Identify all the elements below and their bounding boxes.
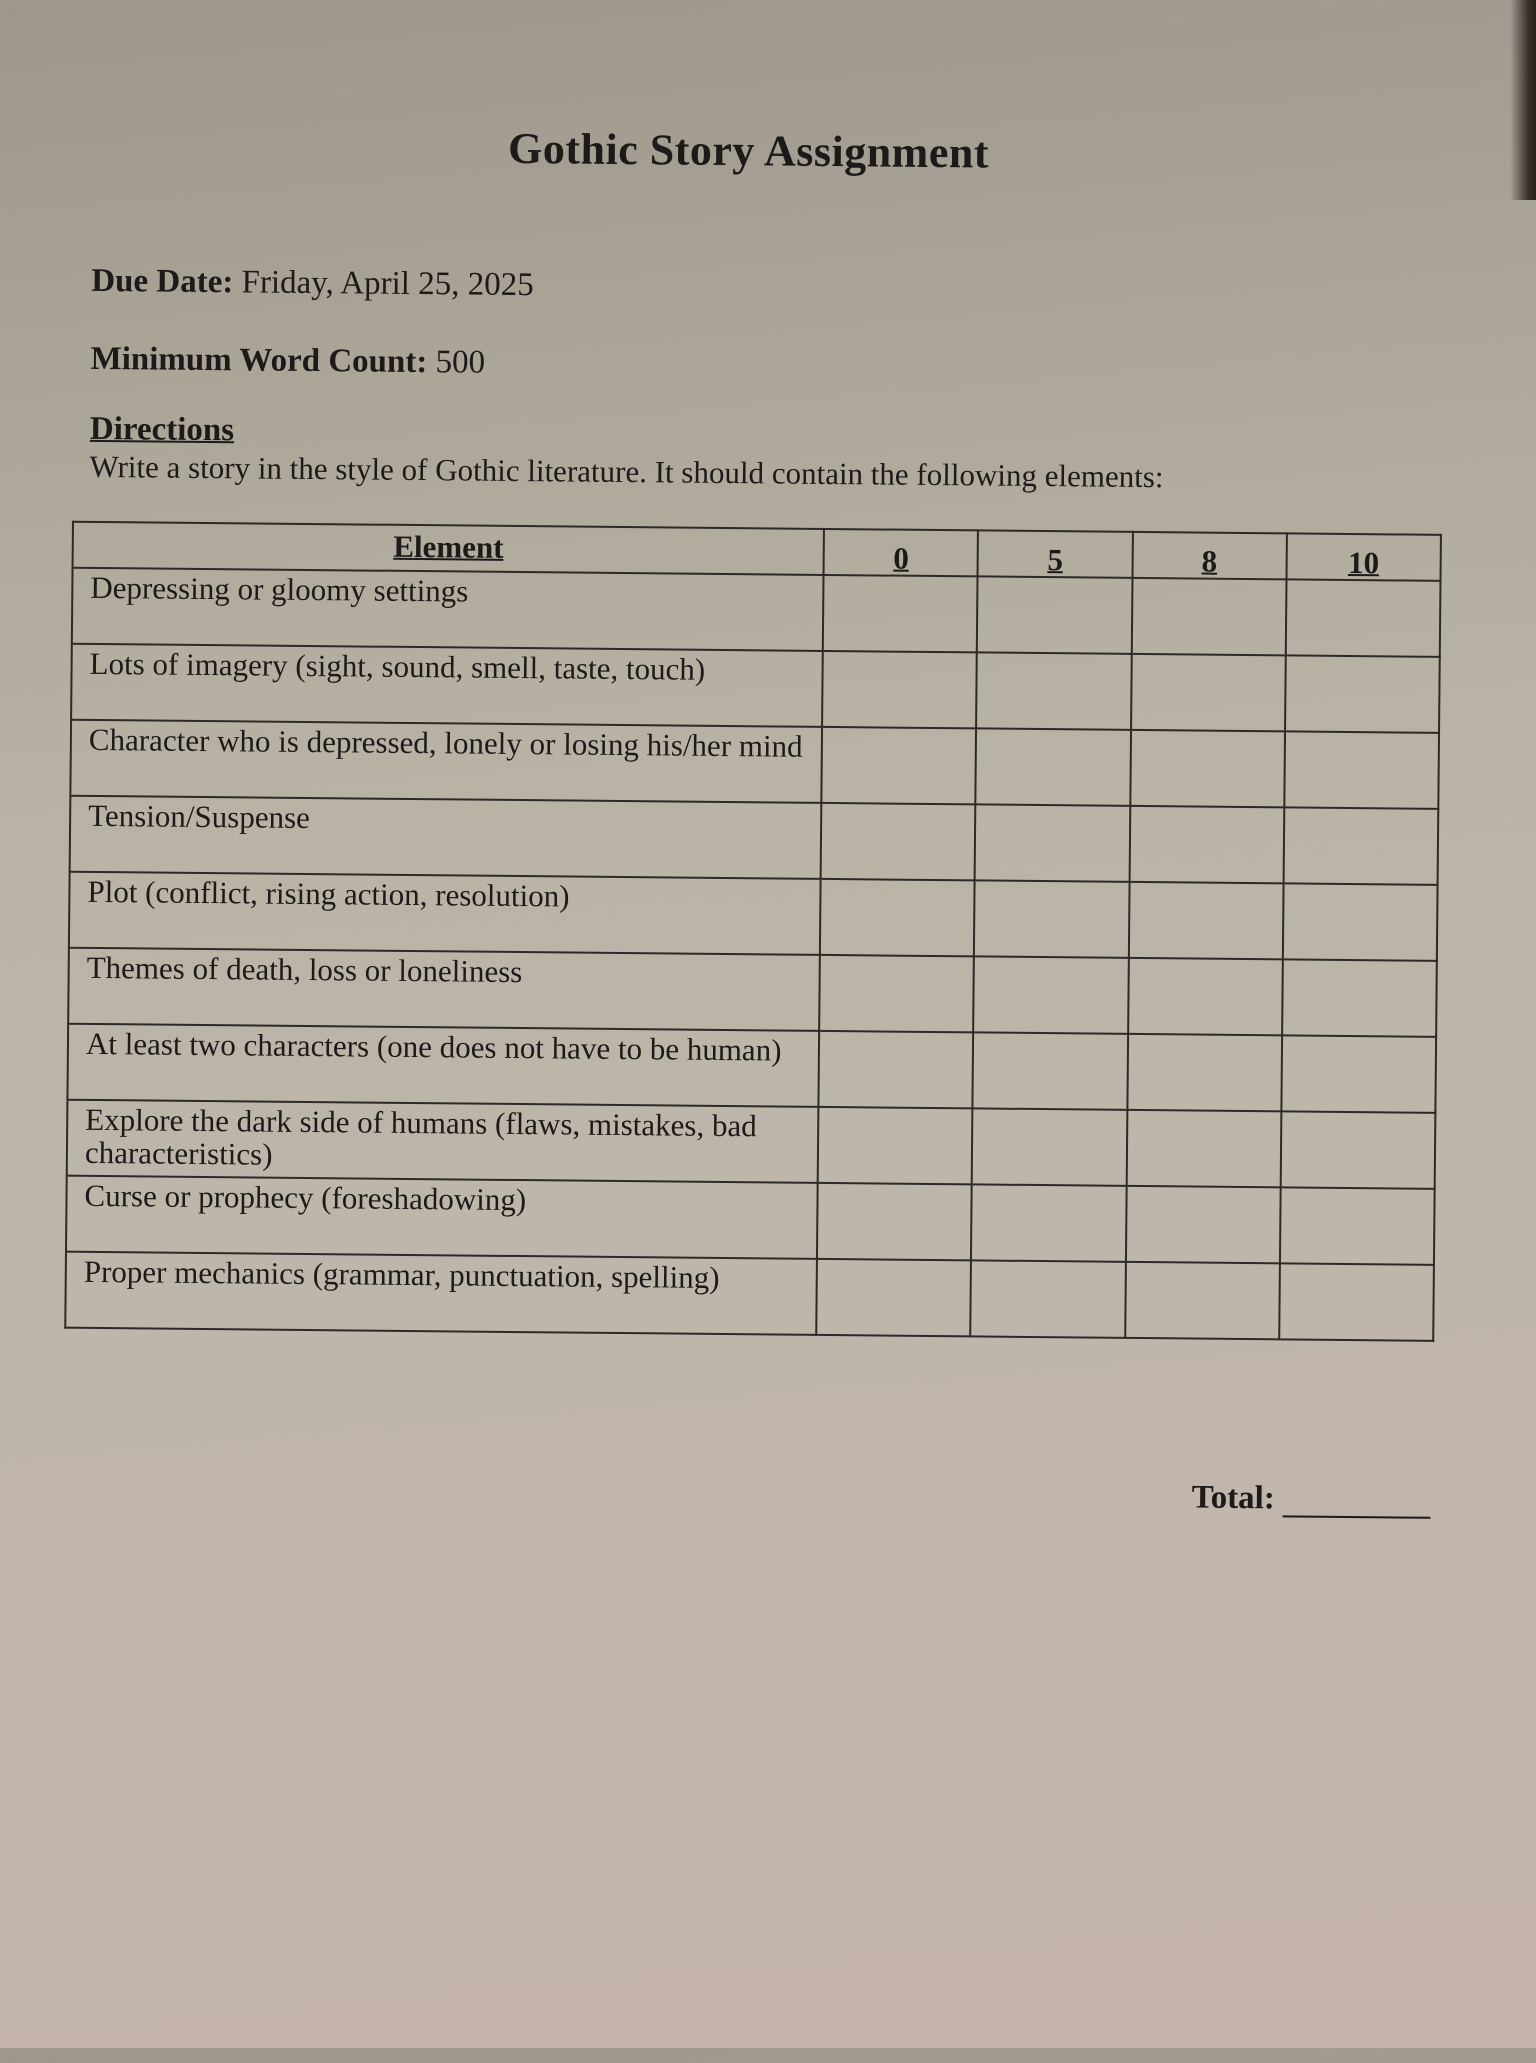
score-cell-10 — [1280, 1187, 1435, 1264]
total-line — [1191, 1480, 1430, 1519]
row-element-label: Themes of death, loss or loneliness — [68, 948, 820, 1031]
word-count-line — [90, 341, 485, 382]
score-cell-10 — [1283, 807, 1438, 884]
score-cell-0 — [821, 803, 976, 880]
score-cell-10 — [1279, 1263, 1434, 1340]
score-cell-8 — [1126, 1110, 1281, 1187]
score-cell-0 — [822, 727, 977, 804]
rubric-table — [64, 521, 1442, 1342]
score-cell-0 — [817, 1183, 972, 1260]
score-cell-8 — [1127, 1034, 1282, 1111]
due-date-value: Friday, April 25, 2025 — [241, 264, 534, 304]
score-cell-5 — [977, 576, 1132, 653]
score-cell-5 — [976, 728, 1131, 805]
table-row — [70, 796, 1439, 885]
table-row — [67, 1024, 1436, 1113]
score-cell-10 — [1281, 1035, 1436, 1112]
score-cell-8 — [1128, 958, 1283, 1035]
score-cell-5 — [977, 652, 1132, 729]
score-cell-8 — [1131, 578, 1286, 655]
row-element-label: Plot (conflict, rising action, resolution) — [69, 872, 821, 955]
row-element-label: Curse or prophecy (foreshadowing) — [66, 1176, 818, 1259]
score-cell-0 — [817, 1259, 972, 1336]
table-row — [71, 644, 1440, 733]
score-cell-8 — [1125, 1262, 1280, 1339]
score-cell-10 — [1282, 959, 1437, 1036]
word-count-value: 500 — [435, 344, 486, 381]
score-cell-5 — [971, 1260, 1126, 1337]
header-element: Element — [73, 522, 825, 575]
score-cell-5 — [974, 880, 1129, 957]
score-cell-0 — [819, 1031, 974, 1108]
score-cell-8 — [1129, 806, 1284, 883]
score-cell-5 — [975, 804, 1130, 881]
score-cell-10 — [1283, 883, 1438, 960]
total-label: Total: — [1191, 1479, 1275, 1517]
score-cell-0 — [818, 1107, 973, 1184]
directions-text: Write a story in the style of Gothic literature. It should contain the following elements: — [89, 448, 1164, 495]
score-cell-10 — [1285, 655, 1440, 732]
header-score-5: 5 — [978, 530, 1133, 577]
row-element-label: Depressing or gloomy settings — [72, 568, 824, 651]
table-row — [67, 1100, 1436, 1189]
score-cell-8 — [1128, 882, 1283, 959]
score-cell-8 — [1126, 1186, 1281, 1263]
score-cell-0 — [820, 879, 975, 956]
score-cell-5 — [974, 956, 1129, 1033]
score-cell-8 — [1131, 654, 1286, 731]
table-row — [69, 872, 1438, 961]
score-cell-0 — [823, 575, 978, 652]
table-row — [65, 1252, 1434, 1341]
score-cell-5 — [971, 1184, 1126, 1261]
score-cell-10 — [1284, 731, 1439, 808]
page-title: Gothic Story Assignment — [507, 123, 990, 178]
score-cell-0 — [822, 651, 977, 728]
row-element-label: Explore the dark side of humans (flaws, mistakes, bad characteristics) — [67, 1100, 819, 1183]
row-element-label: At least two characters (one does not have to be human) — [67, 1024, 819, 1107]
word-count-label: Minimum Word Count: — [90, 340, 428, 381]
header-score-0: 0 — [824, 529, 979, 576]
table-row — [66, 1176, 1435, 1265]
row-element-label: Character who is depressed, lonely or losing his/her mind — [70, 720, 822, 803]
due-date-label: Due Date: — [91, 262, 234, 301]
score-cell-0 — [819, 955, 974, 1032]
row-element-label: Proper mechanics (grammar, punctuation, spelling) — [65, 1252, 817, 1335]
header-score-8: 8 — [1132, 532, 1287, 579]
row-element-label: Lots of imagery (sight, sound, smell, taste, touch) — [71, 644, 823, 727]
table-row — [70, 720, 1439, 809]
score-cell-5 — [973, 1032, 1128, 1109]
directions-heading: Directions — [89, 410, 235, 449]
table-row — [68, 948, 1437, 1037]
table-row — [72, 568, 1441, 657]
header-score-10: 10 — [1286, 533, 1441, 580]
score-cell-10 — [1280, 1111, 1435, 1188]
score-cell-10 — [1286, 579, 1441, 656]
score-cell-8 — [1130, 730, 1285, 807]
total-blank — [1283, 1485, 1431, 1518]
due-date-line — [91, 263, 534, 304]
score-cell-5 — [972, 1108, 1127, 1185]
row-element-label: Tension/Suspense — [70, 796, 822, 879]
